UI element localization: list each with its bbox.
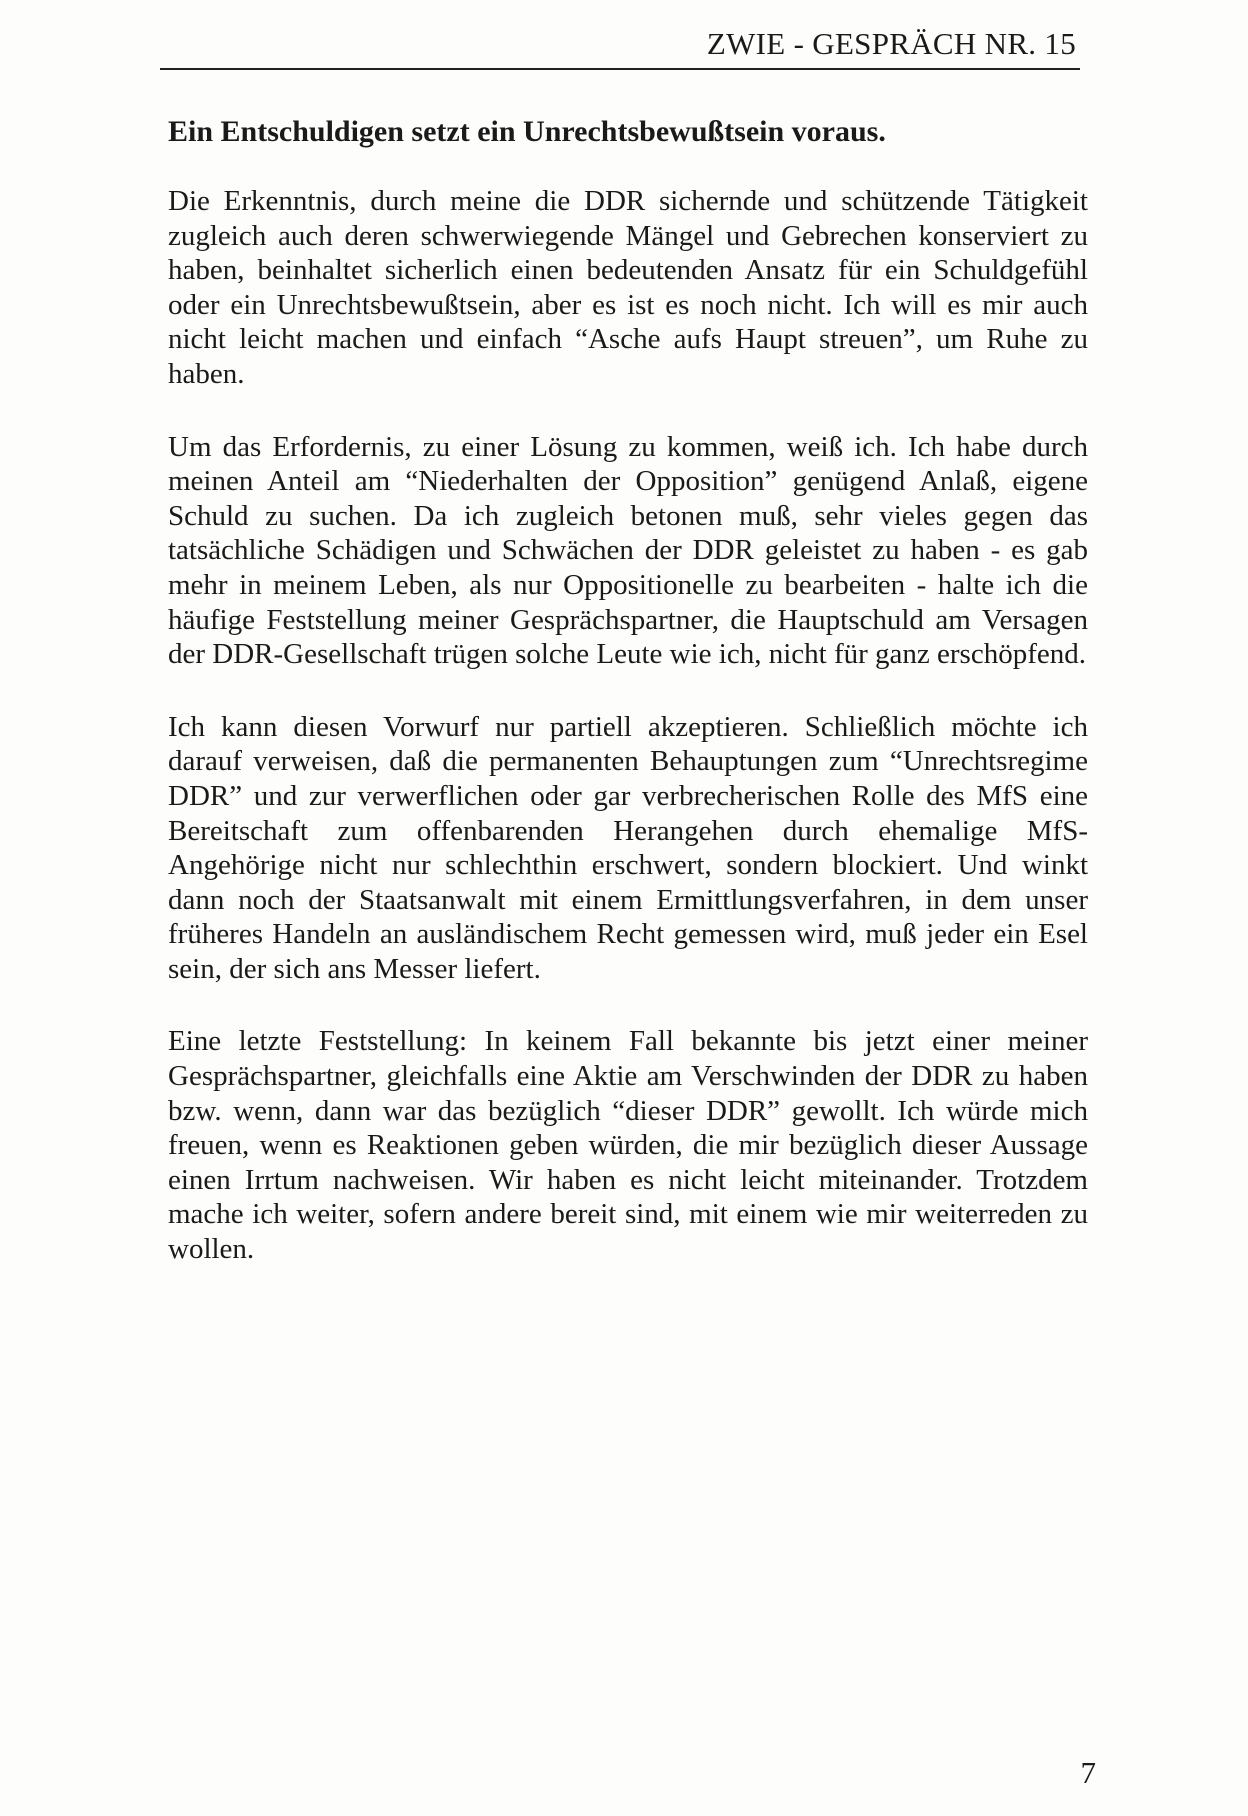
page-number: 7 (1080, 1755, 1096, 1790)
page-body (168, 112, 1088, 1305)
paragraph-4: Eine letzte Feststellung: In keinem Fall bekannte bis jetzt einer meiner Gesprächspartner, gleichfalls eine Aktie am Verschwinden der DDR zu haben bzw. wenn, dann war das bezüglich “dieser DDR” gewollt. Ich würde mich freuen, wenn es Reaktionen geben würden, die mir bezüglich dieser Aussage einen Irrtum nachweisen. Wir haben es nicht leicht miteinander. Trotzdem mache ich weiter, sofern andere bereit sind, mit einem wie mir weiterreden zu wollen. (168, 1025, 1088, 1266)
running-header (160, 24, 1080, 70)
header-title: ZWIE - GESPRÄCH NR. 15 (706, 26, 1076, 61)
section-heading: Ein Entschuldigen setzt ein Unrechtsbewußtsein voraus. (168, 115, 886, 148)
paragraph-1: Die Erkenntnis, durch meine die DDR sichernde und schützende Tätigkeit zugleich auch deren schwerwiegende Mängel und Gebrechen konserviert zu haben, beinhaltet sicherlich einen bedeutenden Ansatz für ein Schuldgefühl oder ein Unrechtsbewußtsein, aber es ist es noch nicht. Ich will es mir auch nicht leicht machen und einfach “Asche aufs Haupt streuen”, um Ruhe zu haben. (168, 185, 1088, 390)
paragraph-2: Um das Erfordernis, zu einer Lösung zu kommen, weiß ich. Ich habe durch meinen Anteil am “Niederhalten der Opposition” genügend Anlaß, eigene Schuld zu suchen. Da ich zugleich betonen muß, sehr vieles gegen das tatsächliche Schädigen und Schwächen der DDR geleistet zu haben - es gab mehr in meinem Leben, als nur Oppositionelle zu bearbeiten - halte ich die häufige Feststellung meiner Gesprächspartner, die Hauptschuld am Versagen der DDR-Gesellschaft trügen solche Leute wie ich, nicht für ganz erschöpfend. (168, 430, 1088, 671)
paragraph-3: Ich kann diesen Vorwurf nur partiell akzeptieren. Schließlich möchte ich darauf verweisen, daß die permanenten Behauptungen zum “Unrechtsregime DDR” und zur verwerflichen oder gar verbrecherischen Rolle des MfS eine Bereitschaft zum offenbarenden Herangehen durch ehemalige MfS-Angehörige nicht nur schlechthin erschwert, sondern blockiert. Und winkt dann noch der Staatsanwalt mit einem Ermittlungsverfahren, in dem unser früheres Handeln an ausländischem Recht gemessen wird, muß jeder ein Esel sein, der sich ans Messer liefert. (168, 710, 1088, 985)
